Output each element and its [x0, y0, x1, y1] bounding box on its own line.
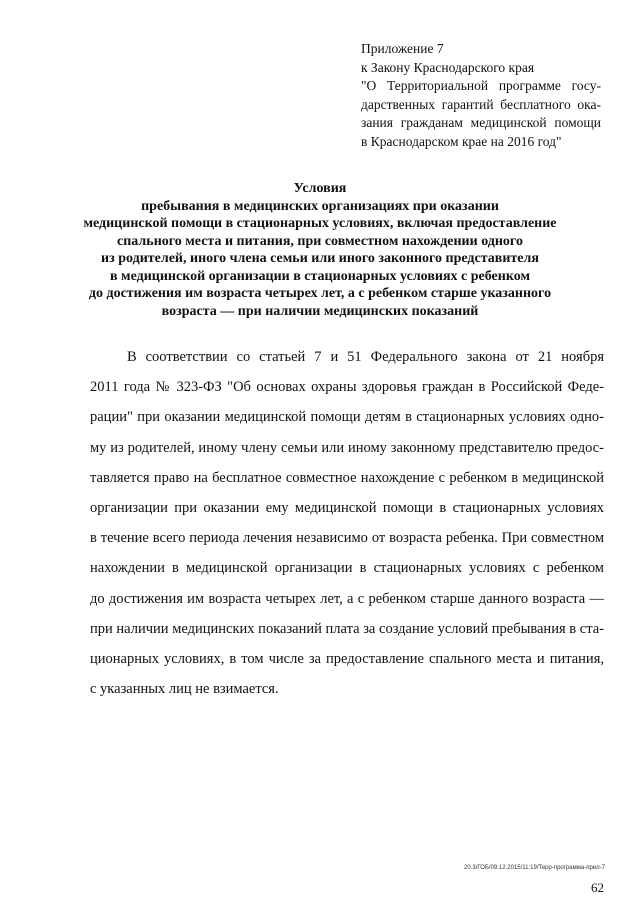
appendix-line: дарственных гарантий бесплатного ока-	[361, 96, 601, 112]
footer-file-code: 20.3/ГОБ/09.12.2015/11:19/Терр-программа-прил-7	[464, 865, 605, 871]
body-line: рации" при оказании медицинской помощи детям в стационарных условиях одно-	[90, 409, 604, 426]
appendix-line: в Краснодарском крае на 2016 год"	[361, 133, 562, 149]
appendix-line: зания гражданам медицинской помощи	[361, 115, 601, 130]
body-line: 2011 года № 323-ФЗ "Об основах охраны здоровья граждан в Российской Феде-	[90, 379, 604, 396]
page-number: 62	[591, 880, 604, 895]
body-paragraph	[90, 342, 604, 704]
title-line: в медицинской организации в стационарных условиях с ребенком	[110, 268, 530, 284]
body-line: с указанных лиц не взимается.	[90, 681, 279, 698]
appendix-header	[361, 40, 601, 151]
appendix-line: "О Территориальной программе госу-	[361, 78, 601, 93]
title-line: медицинской помощи в стационарных условиях, включая предоставление	[83, 216, 557, 231]
body-line: в течение всего периода лечения независимо от возраста ребенка. При совместном	[90, 530, 604, 547]
appendix-line: к Закону Краснодарского края	[361, 59, 535, 75]
body-line: ционарных условиях, в том числе за предоставление спального места и питания,	[90, 651, 604, 668]
title-line: пребывания в медицинских организациях при оказании	[141, 198, 499, 214]
body-line: тавляется право на бесплатное совместное нахождение с ребенком в медицинской	[90, 469, 604, 486]
body-line: му из родителей, иному члену семьи или иному законному представителю предос-	[90, 439, 604, 456]
title-line: из родителей, иного члена семьи или иного законного представителя	[101, 251, 539, 266]
body-line: до достижения им возраста четырех лет, а с ребенком старше данного возраста —	[90, 590, 604, 607]
body-line: при наличии медицинских показаний плата за создание условий пребывания в ста-	[90, 620, 604, 637]
appendix-line: Приложение 7	[361, 41, 444, 56]
document-title	[60, 180, 580, 320]
body-line: нахождении в медицинской организации в стационарных условиях с ребенком	[90, 560, 604, 577]
title-line: до достижения им возраста четырех лет, а с ребенком старше указанного	[88, 286, 552, 301]
body-line: организации при оказании ему медицинской помощи в стационарных условиях	[90, 500, 604, 517]
body-line: В соответствии со статьей 7 и 51 Федерального закона от 21 ноября	[127, 349, 604, 365]
title-line: Условия	[293, 181, 347, 196]
title-line: возраста — при наличии медицинских показаний	[161, 303, 479, 319]
title-line: спального места и питания, при совместном нахождении одного	[117, 233, 523, 249]
